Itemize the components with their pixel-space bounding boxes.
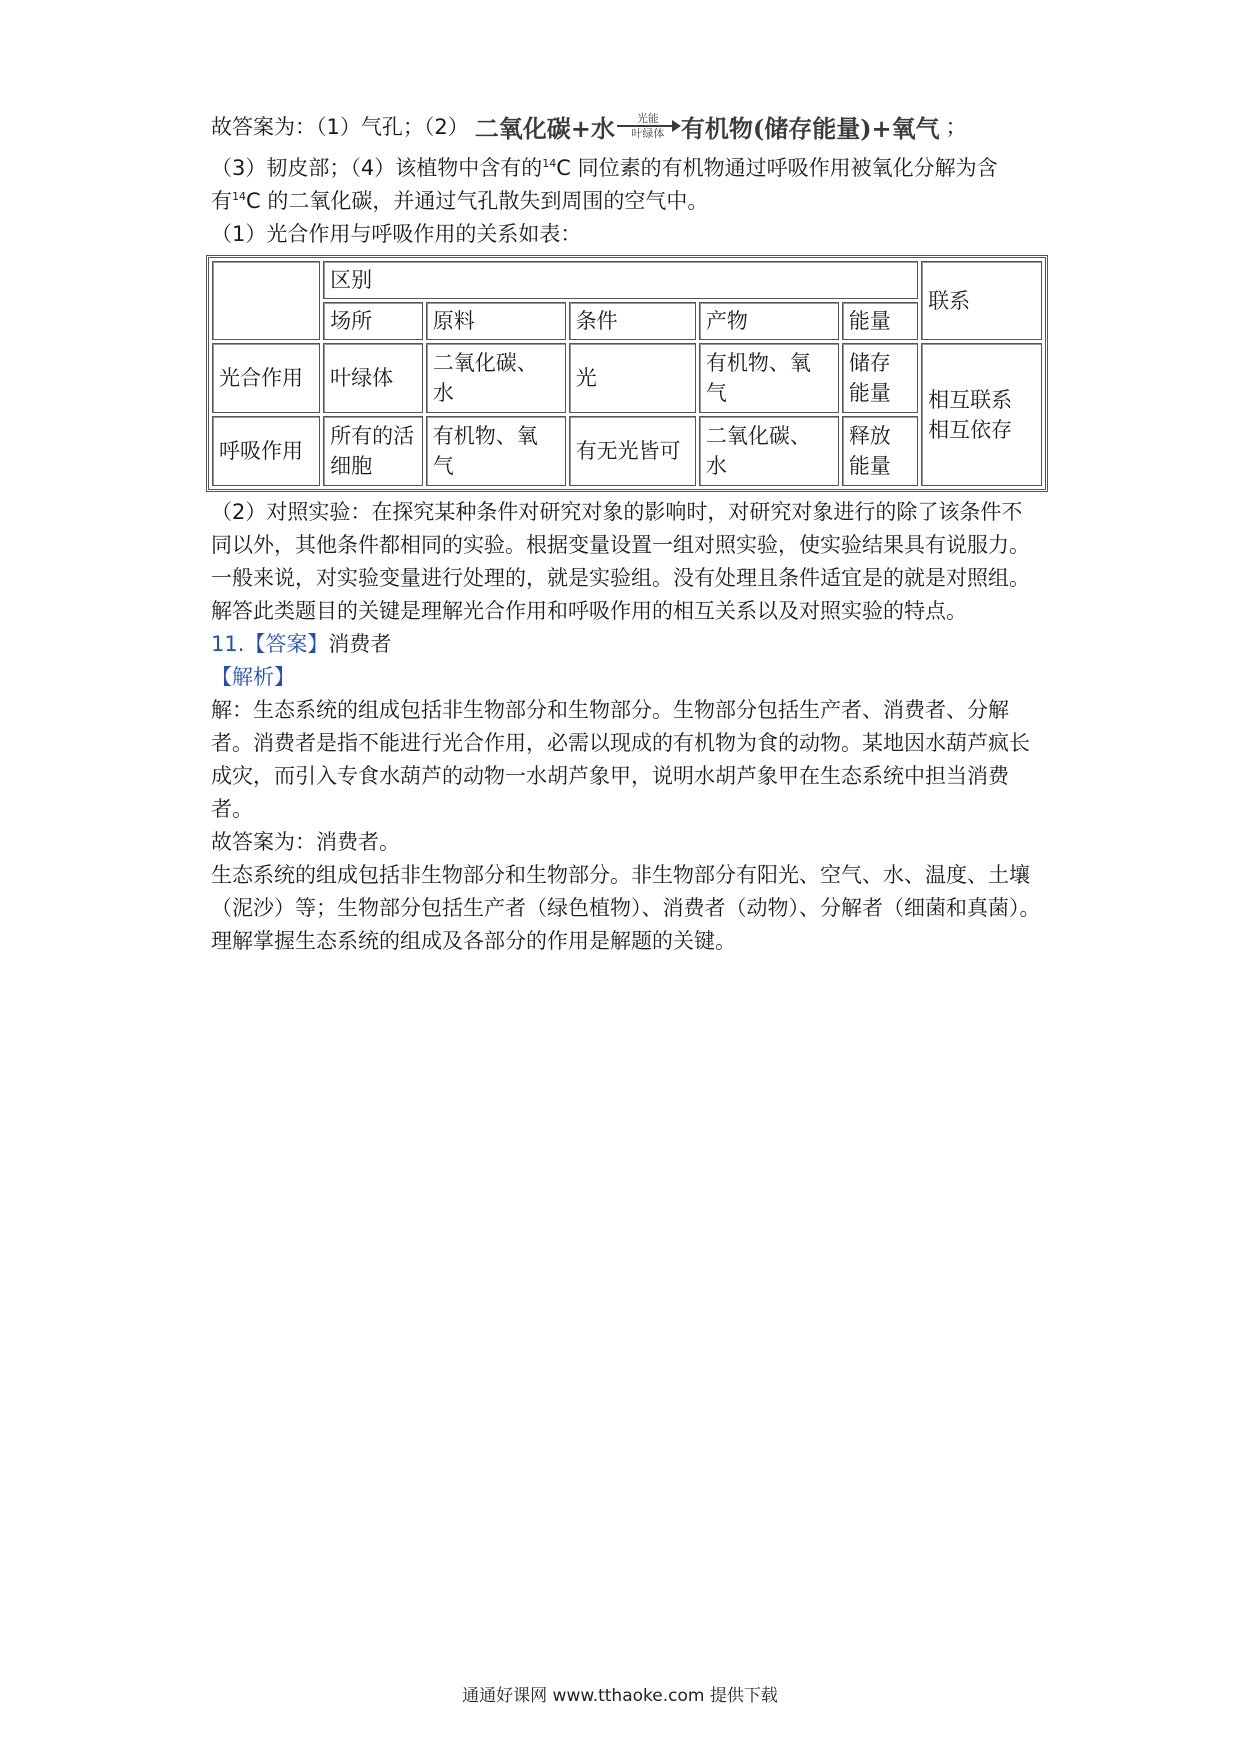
answer-tag: 【答案】: [244, 632, 329, 656]
formula-right: 有机物(储存能量)+氧气: [680, 113, 940, 143]
table-cell: 叶绿体: [323, 343, 423, 413]
text-span: C 的二氧化碳，并通过气孔散失到周围的空气中。: [246, 189, 709, 213]
relation-table: [206, 255, 1048, 492]
paragraph: 故答案为：消费者。: [211, 830, 400, 854]
question-11-answer: [211, 628, 1041, 661]
text-span: 有: [211, 189, 232, 213]
text-span: C 同位素的有机物通过呼吸作用被氧化分解为含: [556, 156, 998, 180]
superscript: 14: [232, 190, 246, 203]
paragraph: （2）对照实验：在探究某种条件对研究对象的影响时，对研究对象进行的除了该条件不同以外，其他条件都相同的实验。根据变量设置一组对照实验，使实验结果具有说服力。一般来说，对实验变量进行处理的，就是实验组。没有处理且条件适宜是的就是对照组。: [211, 500, 1030, 590]
photosynthesis-formula: [475, 109, 940, 144]
answer-suffix: ；: [945, 115, 967, 139]
formula-left: 二氧化碳+水: [474, 113, 615, 143]
table-row: [212, 302, 1042, 340]
paragraph: 理解掌握生态系统的组成及各部分的作用是解题的关键。: [211, 929, 736, 953]
table-row: [212, 416, 1042, 486]
table-header-lianxi: 联系: [921, 261, 1042, 340]
superscript: 14: [542, 157, 557, 170]
table-col-header: 能量: [842, 302, 918, 340]
table-cell: 光: [569, 343, 696, 413]
table-cell: 有机物、氧气: [699, 343, 839, 413]
table-corner-cell: [212, 261, 320, 340]
table-col-header: 原料: [426, 302, 566, 340]
text-span: （3）韧皮部；（4）该植物中含有的: [211, 156, 543, 180]
paragraph: 解：生态系统的组成包括非生物部分和生物部分。生物部分包括生产者、消费者、分解者。消费者是指不能进行光合作用，必需以现成的有机物为食的动物。某地因水葫芦疯长成灾，而引入专食水葫芦的动物一水胡芦象甲，说明水胡芦象甲在生态系统中担当消费者。: [211, 698, 1030, 821]
arrow-top-label: 光能: [636, 112, 659, 125]
table-row-header: 光合作用: [212, 343, 320, 413]
table-cell: 二氧化碳、水: [699, 416, 839, 486]
table-col-header: 条件: [569, 302, 696, 340]
relation-line: 相互依存: [928, 417, 1013, 442]
table-cell: 释放能量: [842, 416, 918, 486]
analysis-tag: 【解析】: [211, 665, 295, 689]
table-cell: 二氧化碳、水: [426, 343, 566, 413]
paragraph: （1）光合作用与呼吸作用的关系如表：: [211, 222, 582, 246]
table-cell: 有机物、氧气: [426, 416, 566, 486]
answer-line-1: [211, 106, 1041, 146]
table-header-qubie: 区别: [323, 261, 918, 299]
question-number: 11.: [211, 632, 245, 656]
table-relation-cell: [921, 343, 1042, 486]
arrow-icon: [617, 125, 679, 127]
paragraph: [211, 185, 1041, 218]
formula-arrow: [617, 112, 679, 140]
table-cell: 储存能量: [842, 343, 918, 413]
table-cell: 所有的活细胞: [323, 416, 423, 486]
table-col-header: 产物: [699, 302, 839, 340]
relation-line: 相互联系: [928, 387, 1013, 412]
table-col-header: 场所: [323, 302, 423, 340]
document-content: [211, 106, 1041, 958]
paragraph: 解答此类题目的关键是理解光合作用和呼吸作用的相互关系以及对照实验的特点。: [211, 599, 967, 623]
page-footer: 通通好课网 www.tthaoke.com 提供下载: [462, 1686, 778, 1706]
paragraph: 生态系统的组成包括非生物部分和生物部分。非生物部分有阳光、空气、水、温度、土壤（泥沙）等；生物部分包括生产者（绿色植物）、消费者（动物）、分解者（细菌和真菌）。: [211, 863, 1041, 920]
arrow-bottom-label: 叶绿体: [631, 127, 665, 140]
answer-text: 消费者: [328, 632, 392, 656]
table-row-header: 呼吸作用: [212, 416, 320, 486]
answer-prefix: 故答案为：（1）气孔；（2）: [211, 115, 469, 139]
table-cell: 有无光皆可: [569, 416, 696, 486]
table-row: [212, 343, 1042, 413]
paragraph: [211, 152, 1041, 185]
table-row: [212, 261, 1042, 299]
